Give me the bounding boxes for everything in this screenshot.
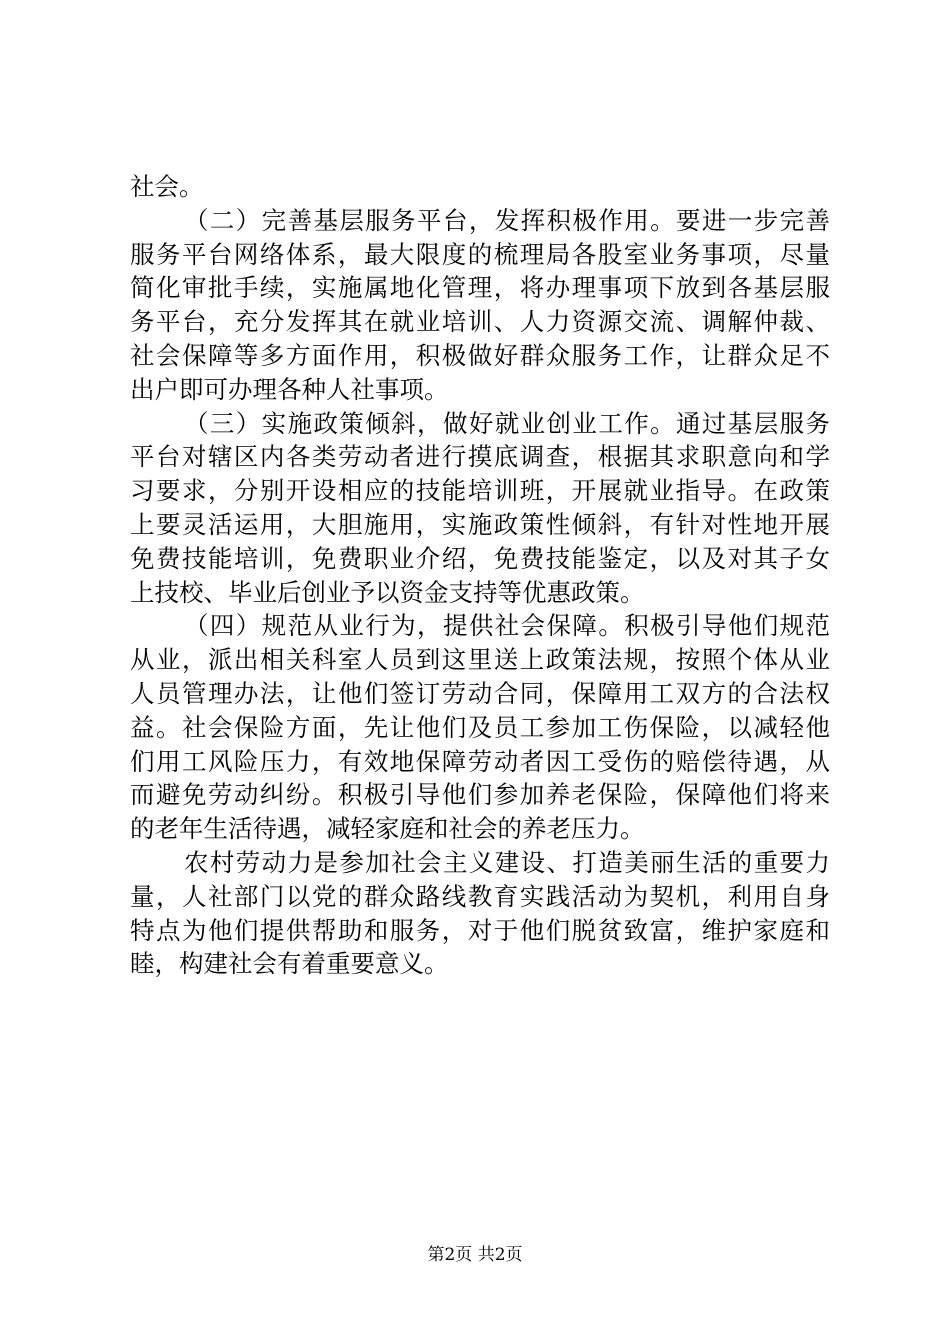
text-line: 从业，派出相关科室人员到这里送上政策法规，按照个体从业: [130, 645, 830, 675]
text-line: （三）实施政策倾斜，做好就业创业工作。通过基层服务: [184, 408, 830, 438]
paragraph: [130, 609, 830, 846]
page-number-label: 第2页 共2页: [427, 1245, 523, 1265]
text-line: 特点为他们提供帮助和服务，对于他们脱贫致富，维护家庭和: [130, 915, 830, 945]
text-line: 上要灵活运用，大胆施用，实施政策性倾斜，有针对性地开展: [130, 509, 830, 539]
text-line: 睦，构建社会有着重要意义。: [130, 949, 449, 979]
text-line: 上技校、毕业后创业予以资金支持等优惠政策。: [130, 577, 645, 607]
text-line: 们用工风险压力，有效地保障劳动者因工受伤的赔偿待遇，从: [130, 746, 830, 776]
text-line: 量，人社部门以党的群众路线教育实践活动为契机，利用自身: [130, 881, 830, 911]
text-line: （二）完善基层服务平台，发挥积极作用。要进一步完善: [184, 205, 830, 235]
text-line: 而避免劳动纠纷。积极引导他们参加养老保险，保障他们将来: [130, 780, 830, 810]
paragraph: [130, 407, 830, 610]
text-line: 出户即可办理各种人社事项。: [130, 374, 449, 404]
document-body: [130, 170, 830, 981]
text-line: 社会。: [130, 172, 204, 201]
text-line: 平台对辖区内各类劳动者进行摸底调查，根据其求职意向和学: [130, 442, 830, 472]
text-line: 农村劳动力是参加社会主义建设、打造美丽生活的重要力: [184, 847, 830, 877]
page-footer: [0, 1244, 950, 1266]
text-line: 简化审批手续，实施属地化管理，将办理事项下放到各基层服: [130, 273, 830, 303]
paragraph: [130, 204, 830, 407]
text-line: （四）规范从业行为，提供社会保障。积极引导他们规范: [184, 611, 830, 641]
text-line: 习要求，分别开设相应的技能培训班，开展就业指导。在政策: [130, 476, 830, 506]
text-line: 的老年生活待遇，减轻家庭和社会的养老压力。: [130, 814, 645, 844]
text-line: 益。社会保险方面，先让他们及员工参加工伤保险，以减轻他: [130, 712, 830, 742]
paragraph: [130, 846, 830, 981]
text-line: 人员管理办法，让他们签订劳动合同，保障用工双方的合法权: [130, 678, 830, 708]
text-line: 社会保障等多方面作用，积极做好群众服务工作，让群众足不: [130, 340, 830, 370]
paragraph: [130, 170, 830, 204]
text-line: 务平台，充分发挥其在就业培训、人力资源交流、调解仲裁、: [130, 307, 830, 337]
text-line: 服务平台网络体系，最大限度的梳理局各股室业务事项，尽量: [130, 239, 830, 269]
text-line: 免费技能培训，免费职业介绍，免费技能鉴定，以及对其子女: [130, 543, 830, 573]
